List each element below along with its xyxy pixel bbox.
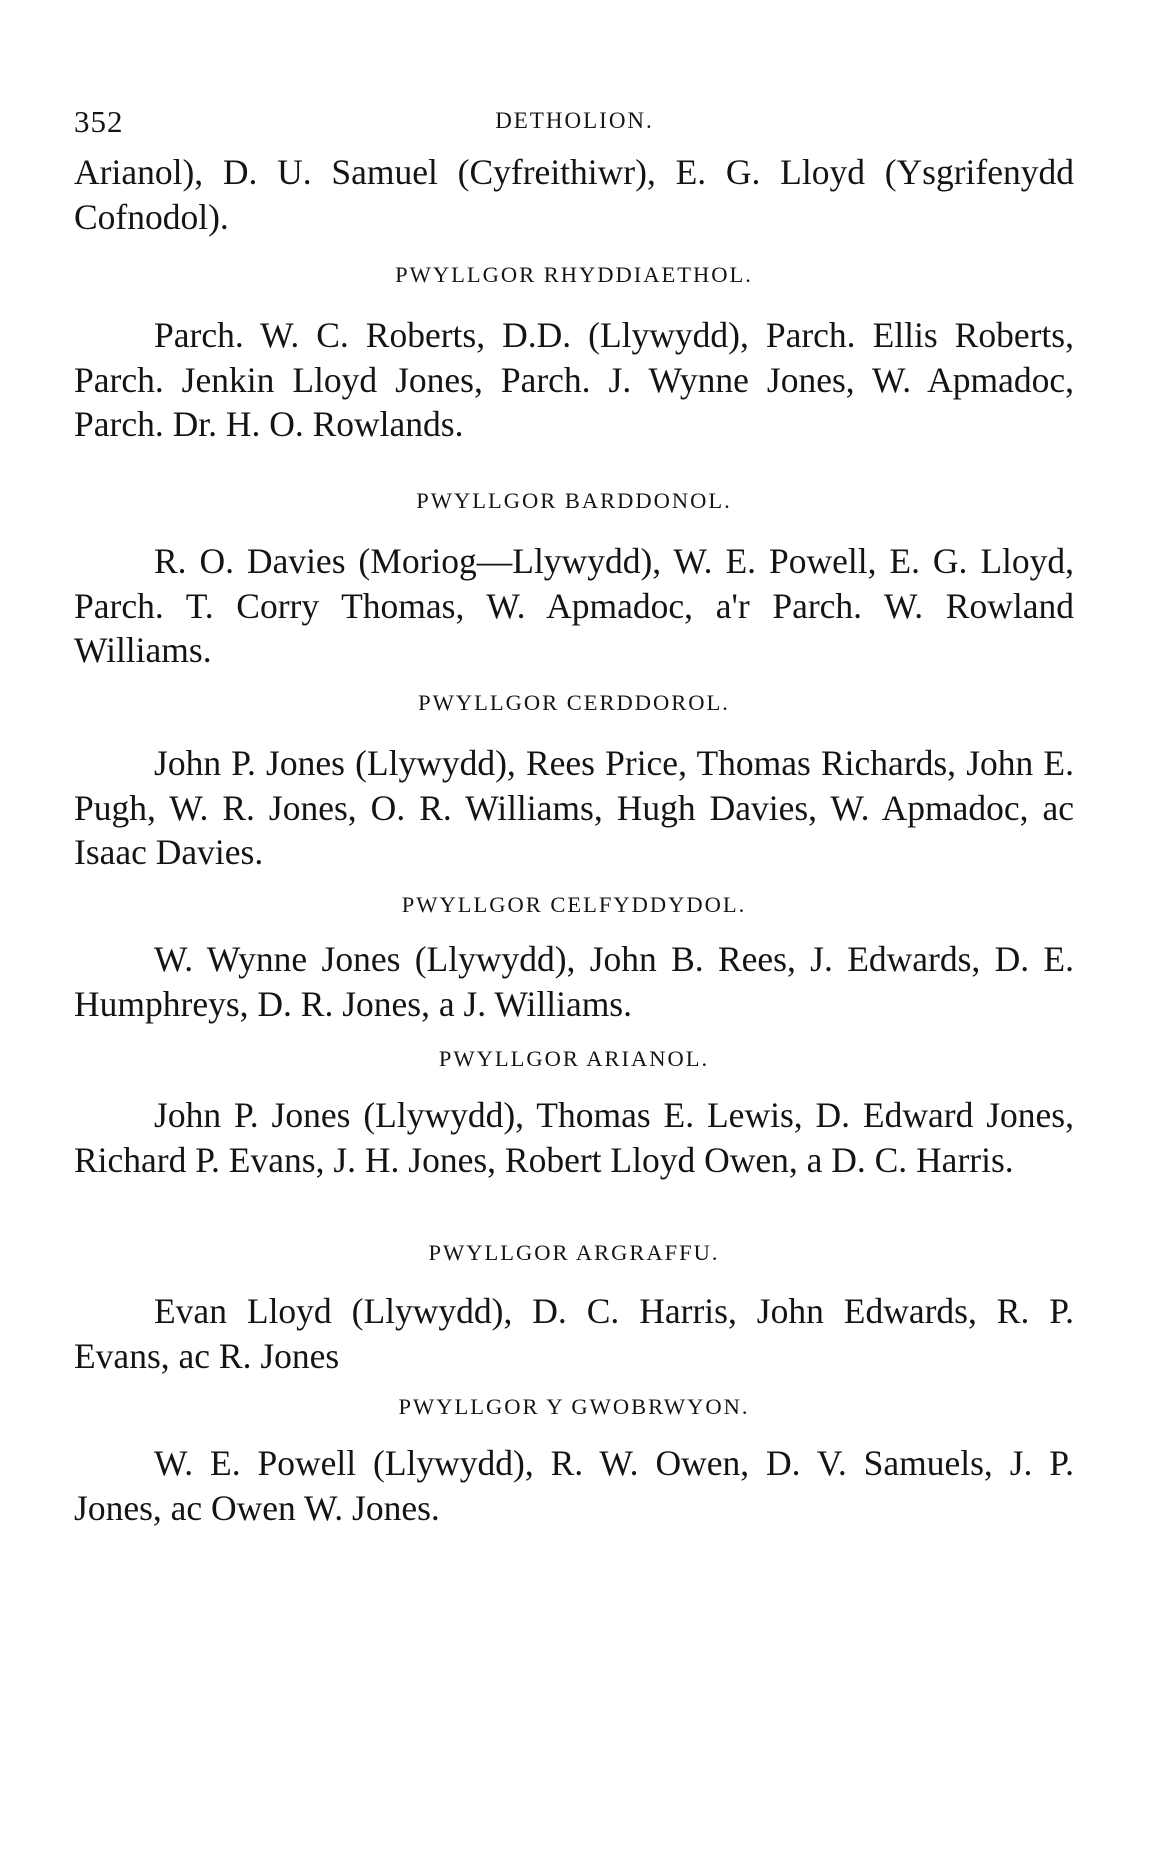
section-heading-argraffu: PWYLLGOR ARGRAFFU. <box>428 1240 720 1265</box>
section-heading-gwobrwyon: PWYLLGOR Y GWOBRWYON. <box>398 1394 750 1419</box>
section-heading-barddonol: PWYLLGOR BARDDONOL. <box>416 488 732 513</box>
section-heading-celfyddydol: PWYLLGOR CELFYDDYDOL. <box>401 892 747 917</box>
running-head <box>74 104 1075 148</box>
section-text-arianol: John P. Jones (Llywydd), Thomas E. Lewis, D. Edward Jones, Richard P. Evans, J. H. Jones, Robert Lloyd Owen, a D. C. Harris. <box>74 1095 1074 1180</box>
section-text-gwobrwyon: W. E. Powell (Llywydd), R. W. Owen, D. V. Samuels, J. P. Jones, ac Owen W. Jones. <box>74 1443 1074 1528</box>
section-heading-rhyddiaethol: PWYLLGOR RHYDDIAETHOL. <box>395 262 753 287</box>
section-text-cerddorol: John P. Jones (Llywydd), Rees Price, Thomas Richards, John E. Pugh, W. R. Jones, O. R. Williams, Hugh Davies, W. Apmadoc, ac Isaac Davies. <box>74 743 1074 872</box>
running-title: DETHOLION. <box>495 108 654 133</box>
section-heading-cerddorol: PWYLLGOR CERDDOROL. <box>418 690 730 715</box>
section-text-barddonol: R. O. Davies (Moriog—Llywydd), W. E. Powell, E. G. Lloyd, Parch. T. Corry Thomas, W. Apmadoc, a'r Parch. W. Rowland Williams. <box>74 541 1074 670</box>
section-text-rhyddiaethol: Parch. W. C. Roberts, D.D. (Llywydd), Parch. Ellis Roberts, Parch. Jenkin Lloyd Jones, Parch. J. Wynne Jones, W. Apmadoc, Parch. Dr. H. O. Rowlands. <box>74 315 1074 444</box>
continued-paragraph: Arianol), D. U. Samuel (Cyfreithiwr), E. G. Lloyd (Ysgrifenydd Cofnodol). <box>74 152 1074 237</box>
page-number: 352 <box>74 104 124 139</box>
section-heading-arianol: PWYLLGOR ARIANOL. <box>438 1046 710 1071</box>
section-text-argraffu: Evan Lloyd (Llywydd), D. C. Harris, John Edwards, R. P. Evans, ac R. Jones <box>74 1291 1074 1376</box>
section-text-celfyddydol: W. Wynne Jones (Llywydd), John B. Rees, J. Edwards, D. E. Humphreys, D. R. Jones, a J. Williams. <box>74 939 1074 1024</box>
